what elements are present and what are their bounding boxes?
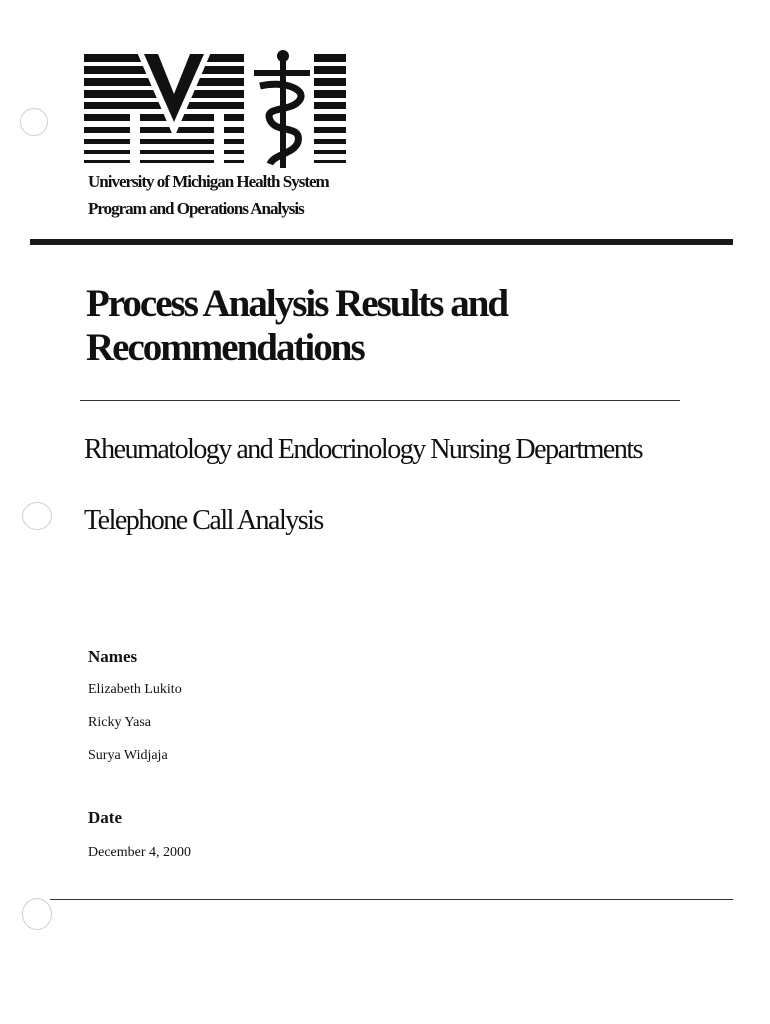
subtitle-analysis: Telephone Call Analysis [84, 505, 323, 536]
title-line-2: Recommendations [86, 326, 364, 369]
punch-hole-mark [22, 502, 52, 530]
punch-hole-mark [22, 898, 52, 930]
date-heading: Date [88, 808, 122, 827]
punch-hole-mark [20, 108, 48, 136]
umhs-logo [84, 50, 346, 170]
organization-department: Program and Operations Analysis [88, 199, 304, 218]
header-divider [30, 239, 733, 245]
date-value: December 4, 2000 [88, 845, 192, 860]
organization-name: University of Michigan Health System [88, 172, 329, 191]
author-name: Elizabeth Lukito [88, 682, 182, 697]
author-name: Ricky Yasa [88, 715, 152, 730]
document-title [86, 282, 706, 370]
subtitle-departments: Rheumatology and Endocrinology Nursing Departments [84, 434, 642, 465]
footer-divider [50, 899, 733, 900]
title-line-1: Process Analysis Results and [86, 282, 508, 325]
names-heading: Names [88, 647, 138, 666]
title-divider [80, 400, 680, 401]
author-name: Surya Widjaja [88, 748, 168, 763]
